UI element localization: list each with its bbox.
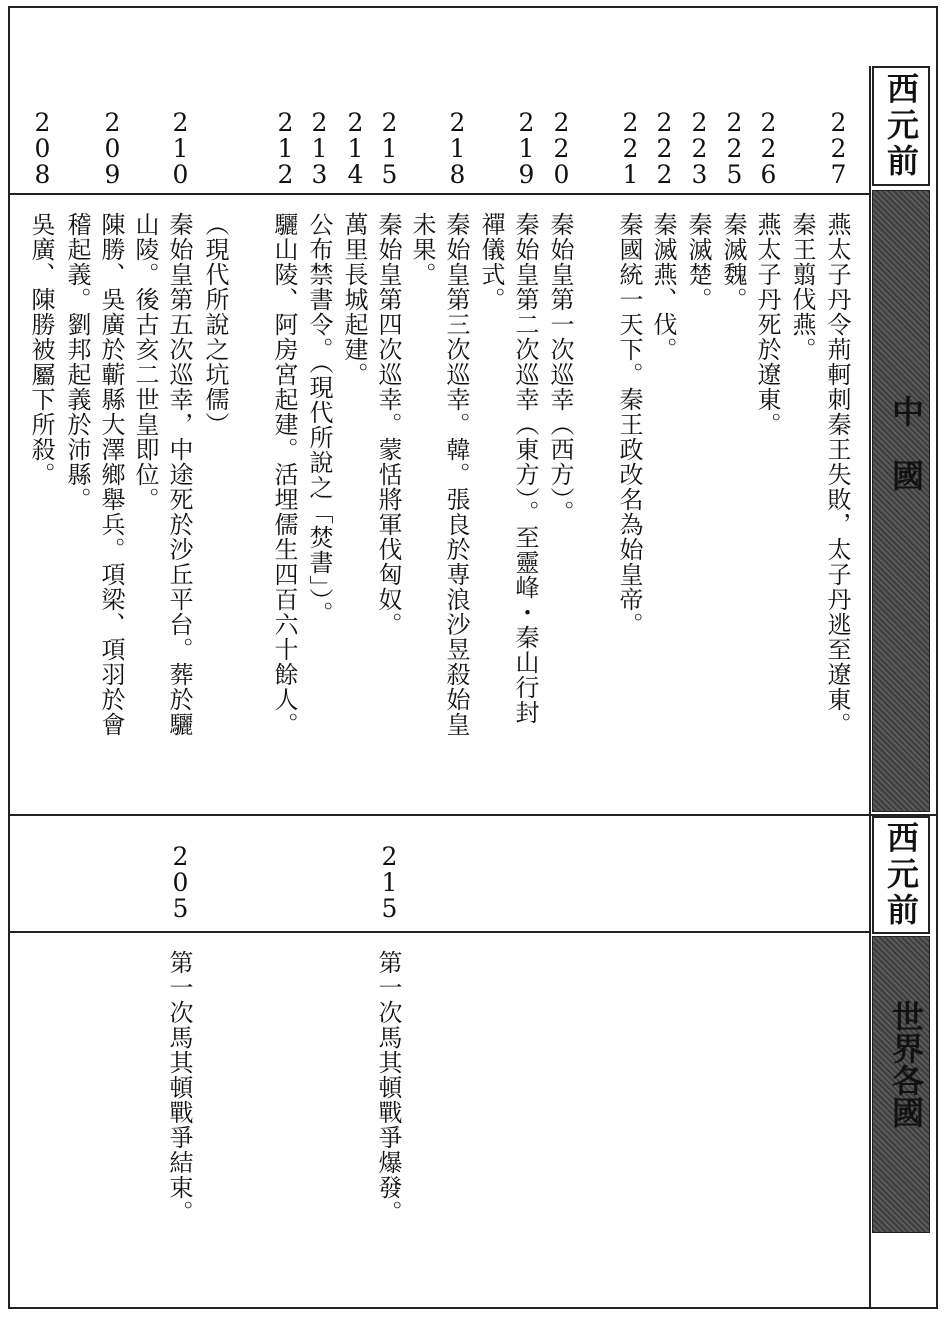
year-label: 218 bbox=[443, 108, 472, 186]
entry-text: 第一次馬其頓戰爭結束。 bbox=[165, 950, 193, 1225]
entry-text: 山陵。後古亥二世皇即位。 bbox=[131, 212, 159, 512]
entry-text: （現代所說之坑儒） bbox=[201, 212, 229, 437]
page-frame bbox=[8, 6, 938, 1309]
entry-text: 禪儀式。 bbox=[477, 212, 505, 312]
year-label: 212 bbox=[271, 108, 300, 186]
year-label: 210 bbox=[166, 108, 195, 186]
year-label: 222 bbox=[650, 108, 679, 186]
entry-text: 秦始皇第二次巡幸（東方）。至靈峰・秦山行封 bbox=[511, 212, 539, 725]
entry-text: 吳廣、陳勝被屬下所殺。 bbox=[27, 212, 55, 487]
entry-text: 燕太子丹死於遼東。 bbox=[753, 212, 781, 437]
entry-text: 秦滅魏。 bbox=[719, 212, 747, 312]
right-column-divider bbox=[869, 66, 871, 1309]
china-section-band bbox=[872, 190, 930, 812]
year-label: 213 bbox=[305, 108, 334, 186]
entry-text: 秦始皇第三次巡幸。韓。張良於専浪沙昱殺始皇 bbox=[442, 212, 470, 737]
year-label: 225 bbox=[720, 108, 749, 186]
entry-text: 公布禁書令。（現代所說之「焚書」）。 bbox=[305, 212, 333, 626]
entry-text: 秦始皇第四次巡幸。蒙恬將軍伐匈奴。 bbox=[374, 212, 402, 637]
year-label: 219 bbox=[512, 108, 541, 186]
china-era-label: 西元前 bbox=[882, 72, 920, 180]
world-era-box bbox=[872, 816, 930, 934]
year-label: 221 bbox=[616, 108, 645, 186]
entry-text: 萬里長城起建。 bbox=[340, 212, 368, 387]
entry-text: 秦始皇第五次巡幸，中途死於沙丘平台。葬於驪 bbox=[165, 212, 193, 737]
year-label: 209 bbox=[98, 108, 127, 186]
world-section-label: 世界各國 bbox=[887, 1000, 925, 1128]
year-label: 208 bbox=[28, 108, 57, 186]
year-label: 215 bbox=[375, 108, 404, 186]
entry-text: 驪山陵、阿房宮起建。活埋儒生四百六十餘人。 bbox=[270, 212, 298, 737]
entry-text: 稽起義。劉邦起義於沛縣。 bbox=[63, 212, 91, 512]
china-era-box bbox=[872, 66, 930, 186]
year-label: 220 bbox=[547, 108, 576, 186]
entry-text: 秦王翦伐燕。 bbox=[788, 212, 816, 362]
entry-text: 燕太子丹令荊軻刺秦王失敗，太子丹逃至遼東。 bbox=[823, 212, 851, 737]
year-label: 226 bbox=[754, 108, 783, 186]
year-label: 215 bbox=[375, 842, 404, 920]
entry-text: 第一次馬其頓戰爭爆發。 bbox=[374, 950, 402, 1225]
entry-text: 秦始皇第一次巡幸（西方）。 bbox=[546, 212, 574, 525]
entry-text: 陳勝、吳廣於蘄縣大澤鄉舉兵。項梁、項羽於會 bbox=[97, 212, 125, 737]
world-year-divider bbox=[9, 931, 869, 933]
entry-text: 秦滅燕、伐。 bbox=[649, 212, 677, 362]
year-label: 205 bbox=[166, 842, 195, 920]
entry-text: 未果。 bbox=[408, 212, 436, 287]
entry-text: 秦滅楚。 bbox=[684, 212, 712, 312]
year-label: 227 bbox=[824, 108, 853, 186]
china-year-divider bbox=[9, 193, 869, 195]
world-era-label: 西元前 bbox=[882, 821, 920, 929]
year-label: 223 bbox=[685, 108, 714, 186]
year-label: 214 bbox=[341, 108, 370, 186]
entry-text: 秦國統一天下。秦王政改名為始皇帝。 bbox=[615, 212, 643, 637]
china-section-label: 中 國 bbox=[887, 395, 925, 491]
section-divider bbox=[9, 814, 938, 816]
